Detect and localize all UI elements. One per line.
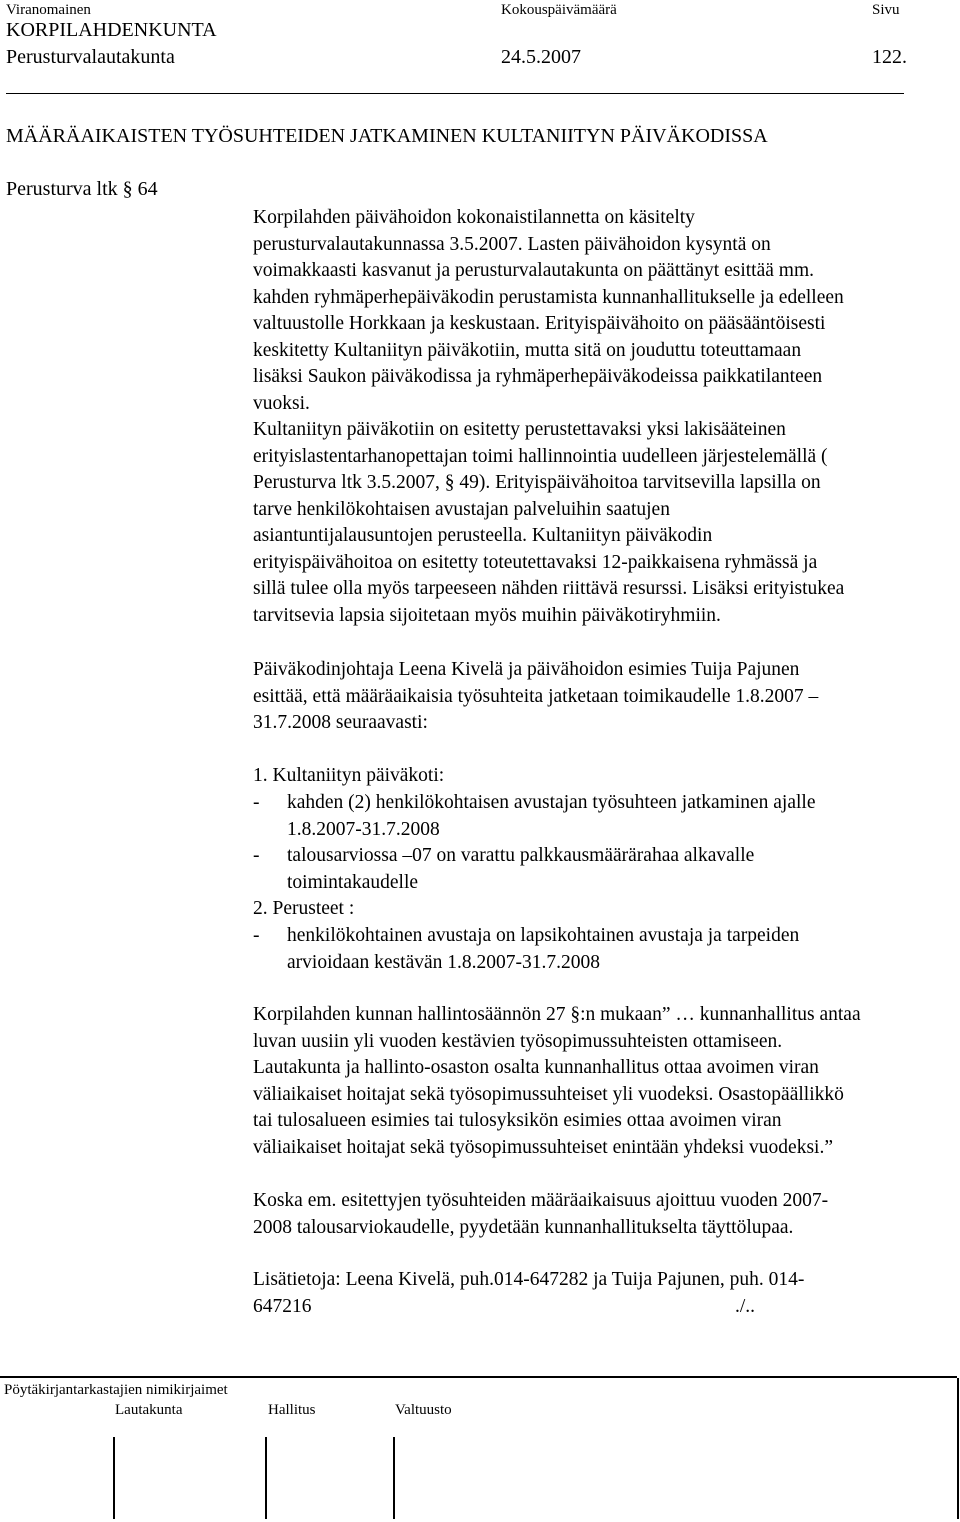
footer-divider (0, 1376, 957, 1378)
list-item-1-bullet-1: kahden (2) henkilökohtaisen avustajan työsuhteen jatkaminen ajalle 1.8.2007-31.7.2008 (287, 792, 816, 840)
list-item-1-bullet-2: talousarviossa –07 on varattu palkkausmäärärahaa alkavalle toimintakaudelle (287, 845, 755, 893)
meeting-date: 24.5.2007 (501, 46, 581, 68)
authority-name: KORPILAHDENKUNTA (6, 19, 217, 41)
header-label-page: Sivu (872, 2, 900, 18)
paragraph-3: Korpilahden kunnan hallintosäännön 27 §:n mukaan” … kunnanhallitus antaa luvan uusiin yli vuoden kestävien työsopimussuhteisten ottamiseen. Lautakunta ja hallinto-osaston osalta kunnanhallitus ottaa avoimen viran väliaikaiset hoitajat sekä työsopimussuhteiset yli vuodeksi. Osastopäällikkö tai tulosalueen esimies tai tulosyksikön esimies ottaa avoimen viran väliaikaiset hoitajat sekä työsopimussuhteiset enintään yhdeksi vuodeksi.” (253, 1004, 861, 1158)
footer-col-hallitus: Hallitus (268, 1402, 316, 1418)
continuation-mark: ./.. (735, 1296, 756, 1317)
signature-column-divider (265, 1437, 267, 1519)
contact-info: Lisätietoja: Leena Kivelä, puh.014-647282 ja Tuija Pajunen, puh. 014- (253, 1269, 805, 1290)
footer-col-lautakunta: Lautakunta (115, 1402, 183, 1418)
signature-column-divider (393, 1437, 395, 1519)
signature-column-divider (113, 1437, 115, 1519)
footer-initials-label: Pöytäkirjantarkastajien nimikirjaimet (4, 1382, 228, 1398)
section-reference: Perusturva ltk § 64 (6, 178, 158, 200)
footer-right-border (957, 1378, 959, 1519)
contact-info-phone: 647216 (253, 1296, 312, 1317)
list-item-2-heading: 2. Perusteet : (253, 898, 355, 919)
page-number: 122. (872, 46, 907, 68)
header-label-meeting-date: Kokouspäivämäärä (501, 2, 617, 18)
paragraph-1: Korpilahden päivähoidon kokonaistilannetta on käsitelty perusturvalautakunnassa 3.5.2007. Lasten päivähoidon kysyntä on voimakkaasti kasvanut ja perusturvalautakunta on päättänyt esittää mm. kahden ryhmäperhepäiväkodin perustamista kunnanhallitukselle ja edelleen valtuustolle Horkkaan ja keskustaan. Erityispäivähoito on pääsääntöisesti keskitetty Kultaniityn päiväkotiin, mutta sitä on jouduttu toteuttamaan lisäksi Saukon päiväkodissa ja ryhmäperhepäiväkodeissa paikkatilanteen vuoksi. Kultaniityn päiväkotiin on esitetty perustettavaksi yksi lakisääteinen erityislastentarhanopettajan toimi hallinnointia uudelleen järjestelemällä ( Perusturva ltk 3.5.2007, § 49). Erityispäivähoitoa tarvitsevilla lapsilla on tarve henkilökohtaisen avustajan palveluihin saatujen asiantuntijalausuntojen perusteella. Kultaniityn päiväkodin erityispäivähoitoa on esitetty toteutettavaksi 12-paikkaisena ryhmässä ja sillä tulee olla myös tarpeeseen nähden riittävä resurssi. Lisäksi erityistukea tarvitsevia lapsia sijoitetaan myös muihin päiväkotiryhmiin. (253, 207, 845, 626)
list-item-1-heading: 1. Kultaniityn päiväkoti: (253, 765, 445, 786)
list-dash: - (253, 845, 260, 866)
header-divider (6, 93, 904, 94)
list-item-2-bullet-1: henkilökohtainen avustaja on lapsikohtainen avustaja ja tarpeiden arvioidaan kestävän 1.8.2007-31.7.2008 (287, 925, 800, 973)
document-title: MÄÄRÄAIKAISTEN TYÖSUHTEIDEN JATKAMINEN KULTANIITYN PÄIVÄKODISSA (6, 125, 768, 147)
paragraph-2: Päiväkodinjohtaja Leena Kivelä ja päivähoidon esimies Tuija Pajunen esittää, että määräaikaisia työsuhteita jatketaan toimikaudelle 1.8.2007 – 31.7.2008 seuraavasti: (253, 659, 819, 733)
paragraph-4: Koska em. esitettyjen työsuhteiden määräaikaisuus ajoittuu vuoden 2007- 2008 talousarviokaudelle, pyydetään kunnanhallitukselta täyttölupaa. (253, 1190, 829, 1238)
list-dash: - (253, 925, 260, 946)
footer-col-valtuusto: Valtuusto (395, 1402, 452, 1418)
header-label-authority: Viranomainen (6, 2, 91, 18)
committee-name: Perusturvalautakunta (6, 46, 175, 68)
list-dash: - (253, 792, 260, 813)
